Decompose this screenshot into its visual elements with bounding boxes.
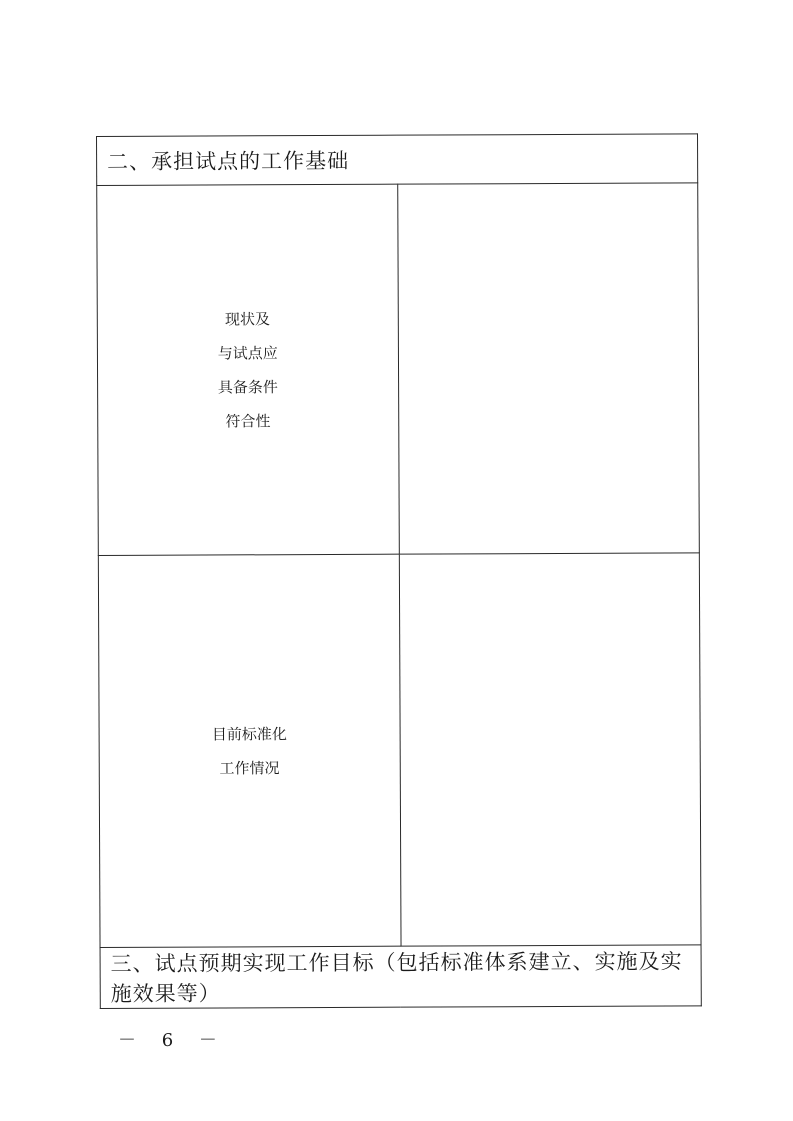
section-3-title: 三、试点预期实现工作目标	[110, 950, 375, 976]
row-2-label-line-1: 目前标准化	[211, 724, 287, 744]
section-3-header	[100, 945, 701, 1009]
row-2-content-cell[interactable]	[399, 553, 701, 946]
row-1-label-line-3: 具备条件	[217, 377, 278, 396]
application-form	[96, 133, 702, 1006]
section-2-header	[97, 134, 698, 186]
row-2-label-line-2: 工作情况	[219, 758, 280, 777]
form-table	[96, 133, 702, 1009]
row-1-label-cell	[97, 184, 399, 555]
row-2-label-cell	[98, 554, 400, 947]
row-1-label-line-4: 符合性	[225, 411, 271, 430]
page-number: － 6 －	[118, 1030, 227, 1051]
section-3-note: （包括标准体系建立、实施及实施效果等）	[110, 949, 683, 1006]
section-2-title: 二、承担试点的工作基础	[107, 148, 350, 174]
row-1-label-line-1: 现状及	[224, 309, 271, 328]
row-1-content-cell[interactable]	[397, 183, 699, 554]
row-1-label-line-2: 与试点应	[217, 343, 278, 362]
